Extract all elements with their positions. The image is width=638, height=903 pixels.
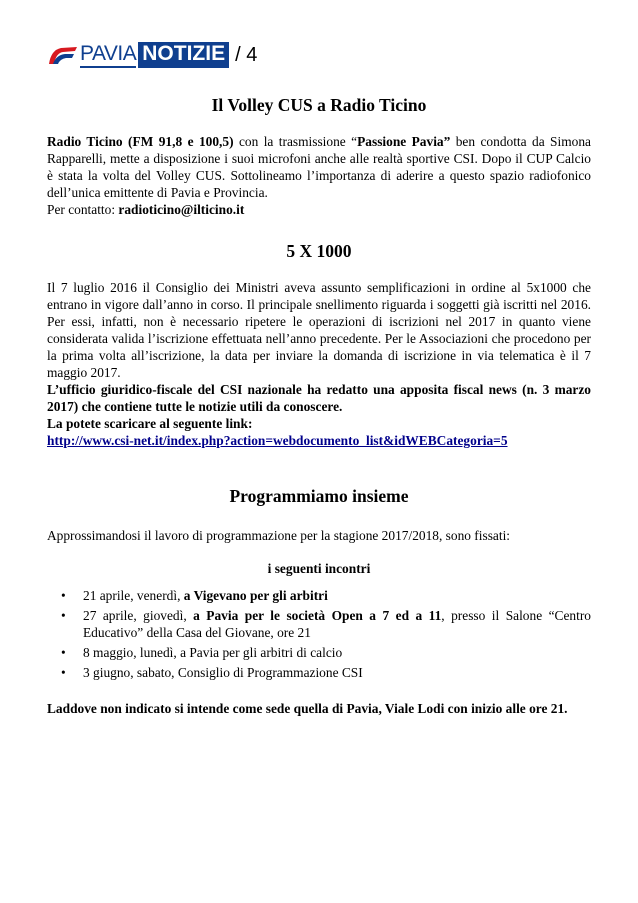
volley-text-1: con la trasmissione “ xyxy=(233,134,358,149)
programma-subtitle: i seguenti incontri xyxy=(267,561,371,576)
radio-name: Radio Ticino xyxy=(47,134,123,149)
page-content xyxy=(47,94,591,717)
bullet-icon: • xyxy=(61,608,66,623)
list-item: • 3 giugno, sabato, Consiglio di Programmazione CSI xyxy=(61,665,363,680)
volley-body xyxy=(47,133,591,201)
volley-text-2: ben condotta da Simona Rapparelli, mette a disposizione i suoi microfoni anche alle realtà sportive CSI. Dopo il CUP Calcio è stata la volta del Volley CUS. Sottolineamo l’importanza di aderire a questo spazio radiofonico dell’unica emittente di Pavia e Provincia. xyxy=(47,134,591,200)
bullet-icon: • xyxy=(61,645,66,660)
csi-pavia-notizie-logo xyxy=(47,42,229,68)
list-item: • 21 aprile, venerdì, a Vigevano per gli arbitri xyxy=(61,588,328,603)
contact-label: Per contatto: xyxy=(47,202,119,217)
contact-email[interactable]: radioticino@ilticino.it xyxy=(118,202,245,217)
programma-title: Programmiamo insieme xyxy=(229,486,409,506)
bullet-icon: • xyxy=(61,665,66,680)
logo-notizie-text: NOTIZIE xyxy=(138,42,229,68)
bullet-icon: • xyxy=(61,588,66,603)
list-item: • 27 aprile, giovedì, a Pavia per le società Open a 7 ed a 11, presso il Salone “Centro Educativo” della Casa del Giovane, ore 21 xyxy=(61,608,591,640)
cinque-bold-note: L’ufficio giuridico-fiscale del CSI nazionale ha redatto una apposita fiscal news (n. 3 marzo 2017) che contiene tutte le notizie utili da conoscere. xyxy=(47,382,591,414)
show-name: Passione Pavia” xyxy=(357,134,451,149)
cinque-per-mille-title: 5 X 1000 xyxy=(286,241,352,261)
radio-frequency: (FM 91,8 e 100,5) xyxy=(128,134,234,149)
logo-pavia-text: PAVIA xyxy=(80,42,136,68)
programma-intro: Approssimandosi il lavoro di programmazione per la stagione 2017/2018, sono fissati: xyxy=(47,528,511,543)
csi-logo-icon xyxy=(47,44,79,66)
csi-net-link[interactable]: http://www.csi-net.it/index.php?action=webdocumento_list&idWEBCategoria=5 xyxy=(47,433,508,448)
incontri-list xyxy=(47,587,591,681)
page-number: / 4 xyxy=(235,43,258,66)
cinque-body: Il 7 luglio 2016 il Consiglio dei Ministri aveva assunto semplificazioni in ordine al 5x1000 che entrano in vigore dall’anno in corso. Il principale snellimento riguarda i soggetti già iscritti nel 2016. Per essi, infatti, non è necessario ripetere le operazioni di iscrizioni nel 2017 in quanto viene considerata valida l’iscrizione effettuata nell’anno precedente. Per le Associazioni che procedono per la prima volta all’iscrizione, la data per inviare la domanda di iscrizione in via telematica è il 7 maggio 2017. xyxy=(47,280,591,380)
volley-section-title: Il Volley CUS a Radio Ticino xyxy=(211,95,427,115)
programma-footer: Laddove non indicato si intende come sede quella di Pavia, Viale Lodi con inizio alle ore 21. xyxy=(47,701,568,716)
page-header xyxy=(47,40,257,70)
list-item: • 8 maggio, lunedì, a Pavia per gli arbitri di calcio xyxy=(61,645,343,660)
cinque-link-row xyxy=(47,432,591,449)
volley-contact xyxy=(47,201,591,218)
cinque-download-label: La potete scaricare al seguente link: xyxy=(47,416,253,431)
